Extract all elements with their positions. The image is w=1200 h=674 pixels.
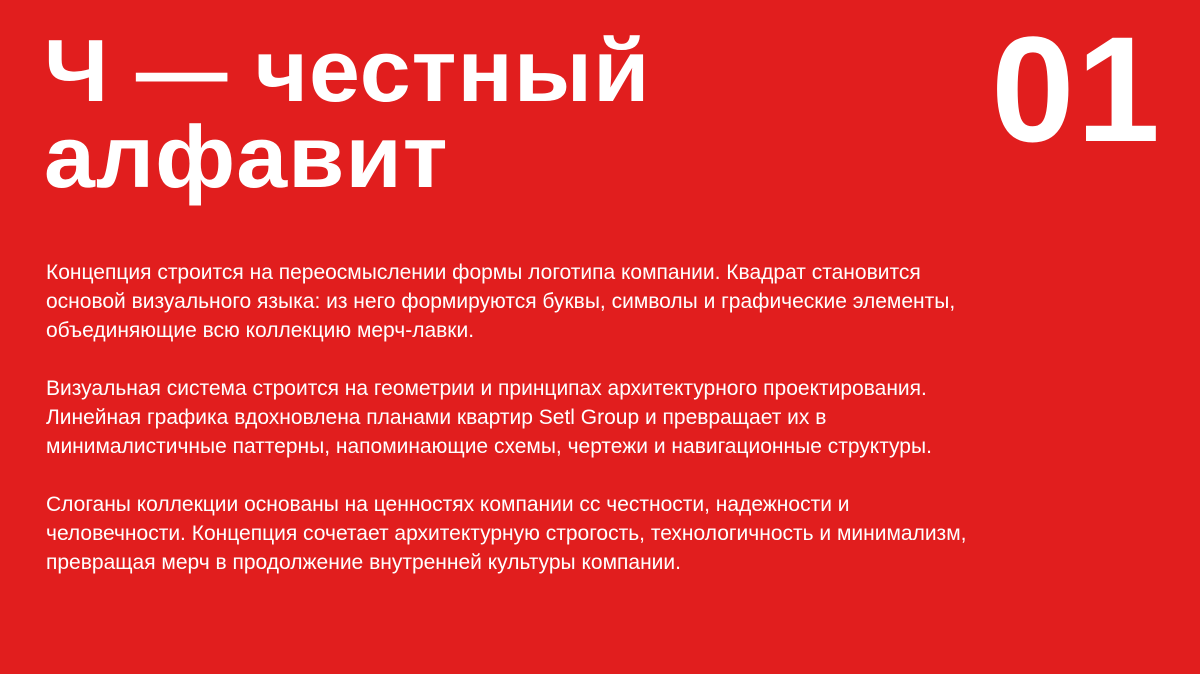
title-line-1: Ч — честный	[44, 21, 651, 120]
paragraph-2: Визуальная система строится на геометрии и принципах архитектурного проектирования. Линейная графика вдохновлена планами квартир Setl Group и превращает их в минималистичные паттерны, напоминающие схемы, чертежи и навигационные структуры.	[46, 377, 932, 458]
page-title	[44, 21, 651, 206]
slide-number: 01	[991, 5, 1162, 173]
title-line-2: алфавит	[44, 107, 449, 206]
paragraph-3: Слоганы коллекции основаны на ценностях компании сс честности, надежности и человечности. Концепция сочетает архитектурную строгость, технологичность и минимализм, превращая мерч в продолжение внутренней культуры компании.	[46, 493, 967, 574]
body-text	[46, 258, 976, 606]
paragraph-1: Концепция строится на переосмыслении формы логотипа компании. Квадрат становится основой визуального языка: из него формируются буквы, символы и графические элементы, объединяющие всю коллекцию мерч-лавки.	[46, 261, 956, 342]
